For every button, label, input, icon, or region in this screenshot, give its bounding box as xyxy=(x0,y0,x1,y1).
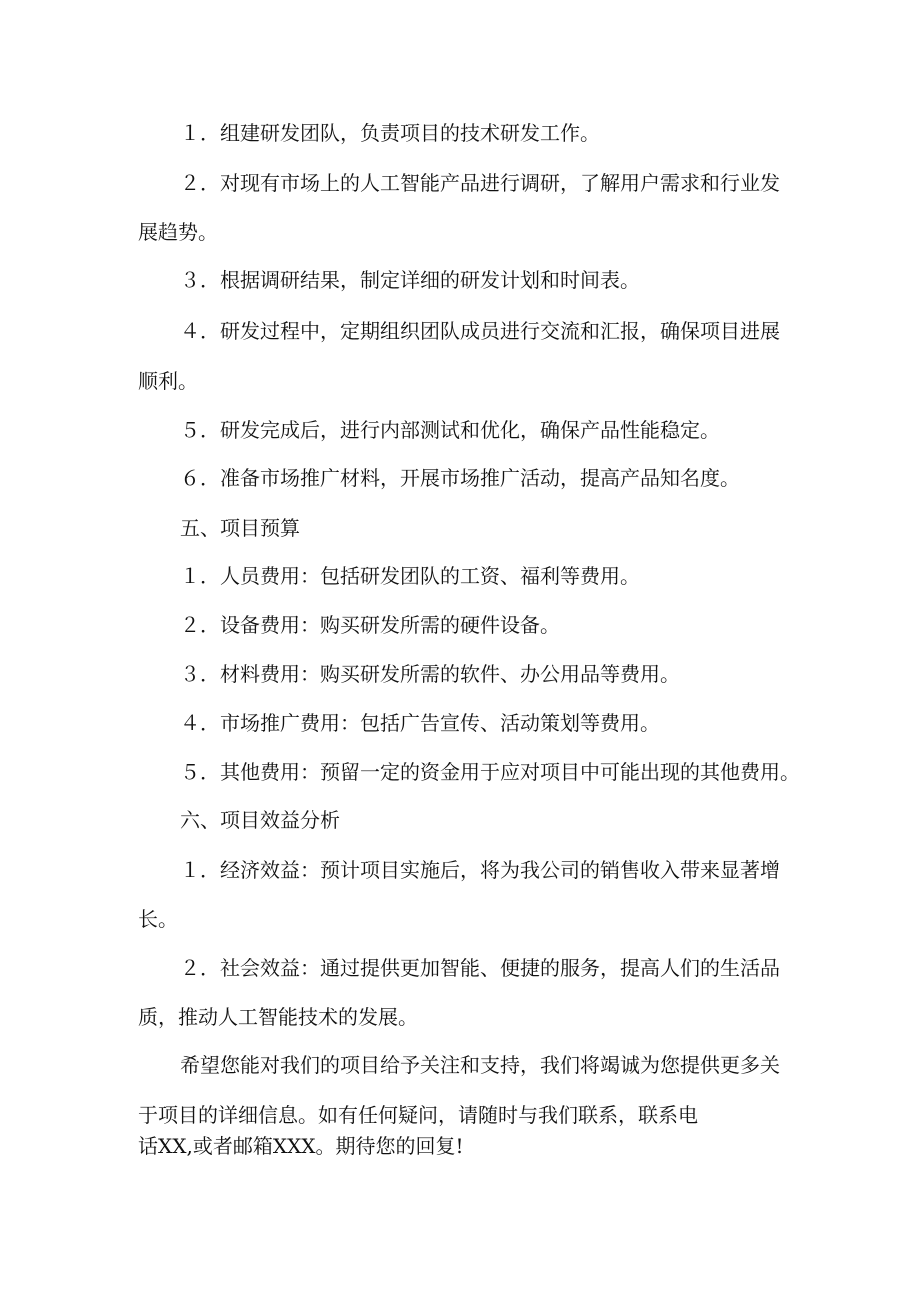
text-line: ５．研发完成后，进行内部测试和优化，确保产品性能稳定。 xyxy=(180,418,720,442)
text-line: ３．材料费用：购买研发所需的软件、办公用品等费用。 xyxy=(180,662,680,686)
text-line: 顺利。 xyxy=(138,369,198,393)
text-line: ６．准备市场推广材料，开展市场推广活动，提高产品知名度。 xyxy=(180,466,740,490)
text-line: １．组建研发团队，负责项目的技术研发工作。 xyxy=(180,121,600,145)
text-line: ２．设备费用：购买研发所需的硬件设备。 xyxy=(180,613,560,637)
text-line: ４．市场推广费用：包括广告宣传、活动策划等费用。 xyxy=(180,711,660,735)
text-line: 长。 xyxy=(138,907,178,931)
text-line: １．经济效益：预计项目实施后，将为我公司的销售收入带来显著增 xyxy=(180,858,780,882)
text-line: 于项目的详细信息。如有任何疑问，请随时与我们联系，联系电 xyxy=(138,1103,698,1127)
text-line: 展趋势。 xyxy=(138,220,218,244)
text-line: ２．社会效益：通过提供更加智能、便捷的服务，提高人们的生活品 xyxy=(180,956,780,980)
text-line: ３．根据调研结果，制定详细的研发计划和时间表。 xyxy=(180,268,640,292)
section-heading: 六、项目效益分析 xyxy=(180,808,340,832)
text-line: ４．研发过程中，定期组织团队成员进行交流和汇报，确保项目进展 xyxy=(180,319,780,343)
text-line: 质，推动人工智能技术的发展。 xyxy=(138,1005,418,1029)
text-line: １．人员费用：包括研发团队的工资、福利等费用。 xyxy=(180,564,640,588)
text-line: 希望您能对我们的项目给予关注和支持，我们将竭诚为您提供更多关 xyxy=(180,1053,780,1077)
text-line: ５．其他费用：预留一定的资金用于应对项目中可能出现的其他费用。 xyxy=(180,760,800,784)
text-line: 话XX,或者邮箱XXX。期待您的回复! xyxy=(138,1134,464,1158)
section-heading: 五、项目预算 xyxy=(180,516,300,540)
text-line: ２．对现有市场上的人工智能产品进行调研，了解用户需求和行业发 xyxy=(180,171,780,195)
